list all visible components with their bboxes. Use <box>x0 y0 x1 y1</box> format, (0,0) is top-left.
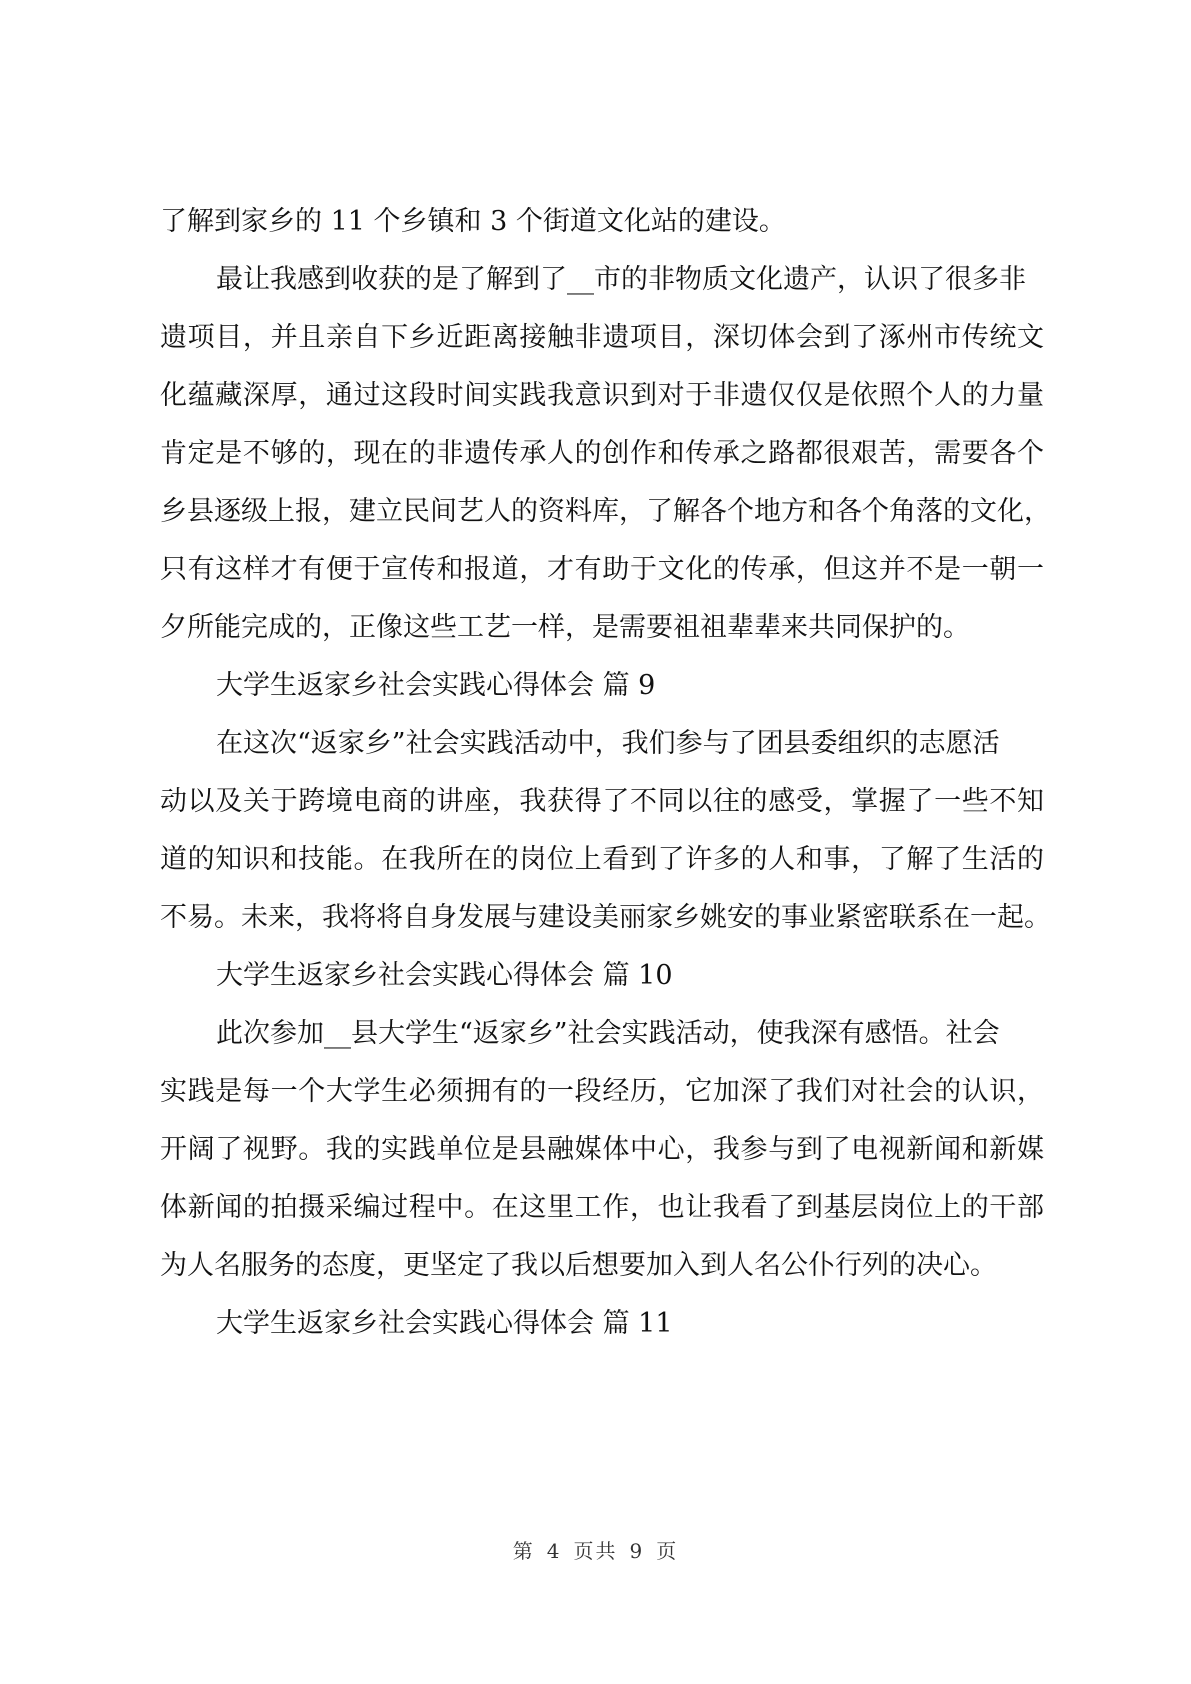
paragraph-line: 遗项目，并且亲自下乡近距离接触非遗项目，深切体会到了涿州市传统文 <box>160 322 1044 353</box>
paragraph-line: 了解到家乡的 11 个乡镇和 3 个街道文化站的建设。 <box>160 206 786 237</box>
current-page-number: 4 <box>546 1539 562 1563</box>
paragraph-line: 实践是每一个大学生必须拥有的一段经历，它加深了我们对社会的认识， <box>160 1076 1044 1107</box>
paragraph-line: 肯定是不够的，现在的非遗传承人的创作和传承之路都很艰苦，需要各个 <box>160 438 1044 469</box>
paragraph-line: 不易。未来，我将将自身发展与建设美丽家乡姚安的事业紧密联系在一起。 <box>160 902 1051 933</box>
paragraph-line: 开阔了视野。我的实践单位是县融媒体中心，我参与到了电视新闻和新媒 <box>160 1134 1044 1165</box>
paragraph-line: 道的知识和技能。在我所在的岗位上看到了许多的人和事，了解了生活的 <box>160 844 1044 875</box>
footer-prefix: 第 <box>512 1539 535 1563</box>
paragraph-line: 只有这样才有便于宣传和报道，才有助于文化的传承，但这并不是一朝一 <box>160 554 1044 585</box>
paragraph-line: 动以及关于跨境电商的讲座，我获得了不同以往的感受，掌握了一些不知 <box>160 786 1044 817</box>
paragraph-line: 乡县逐级上报，建立民间艺人的资料库，了解各个地方和各个角落的文化， <box>160 496 1051 527</box>
footer-suffix: 页 <box>656 1539 679 1563</box>
total-pages-number: 9 <box>629 1539 645 1563</box>
section-heading: 大学生返家乡社会实践心得体会 篇 9 <box>216 670 656 701</box>
paragraph-line: 化蕴藏深厚，通过这段时间实践我意识到对于非遗仅仅是依照个人的力量 <box>160 380 1044 411</box>
paragraph-line: 夕所能完成的，正像这些工艺一样，是需要祖祖辈辈来共同保护的。 <box>160 612 970 643</box>
page-footer <box>0 1535 1191 1564</box>
paragraph-line: 此次参加__县大学生“返家乡”社会实践活动，使我深有感悟。社会 <box>216 1018 1000 1049</box>
paragraph-line: 最让我感到收获的是了解到了__市的非物质文化遗产，认识了很多非 <box>216 264 1026 295</box>
paragraph-line: 在这次“返家乡”社会实践活动中，我们参与了团县委组织的志愿活 <box>216 728 1000 759</box>
footer-middle: 页共 <box>573 1539 618 1563</box>
section-heading: 大学生返家乡社会实践心得体会 篇 10 <box>216 960 673 991</box>
section-heading: 大学生返家乡社会实践心得体会 篇 11 <box>216 1308 673 1339</box>
paragraph-line: 体新闻的拍摄采编过程中。在这里工作，也让我看了到基层岗位上的干部 <box>160 1192 1044 1223</box>
paragraph-line: 为人名服务的态度，更坚定了我以后想要加入到人名公仆行列的决心。 <box>160 1250 997 1281</box>
